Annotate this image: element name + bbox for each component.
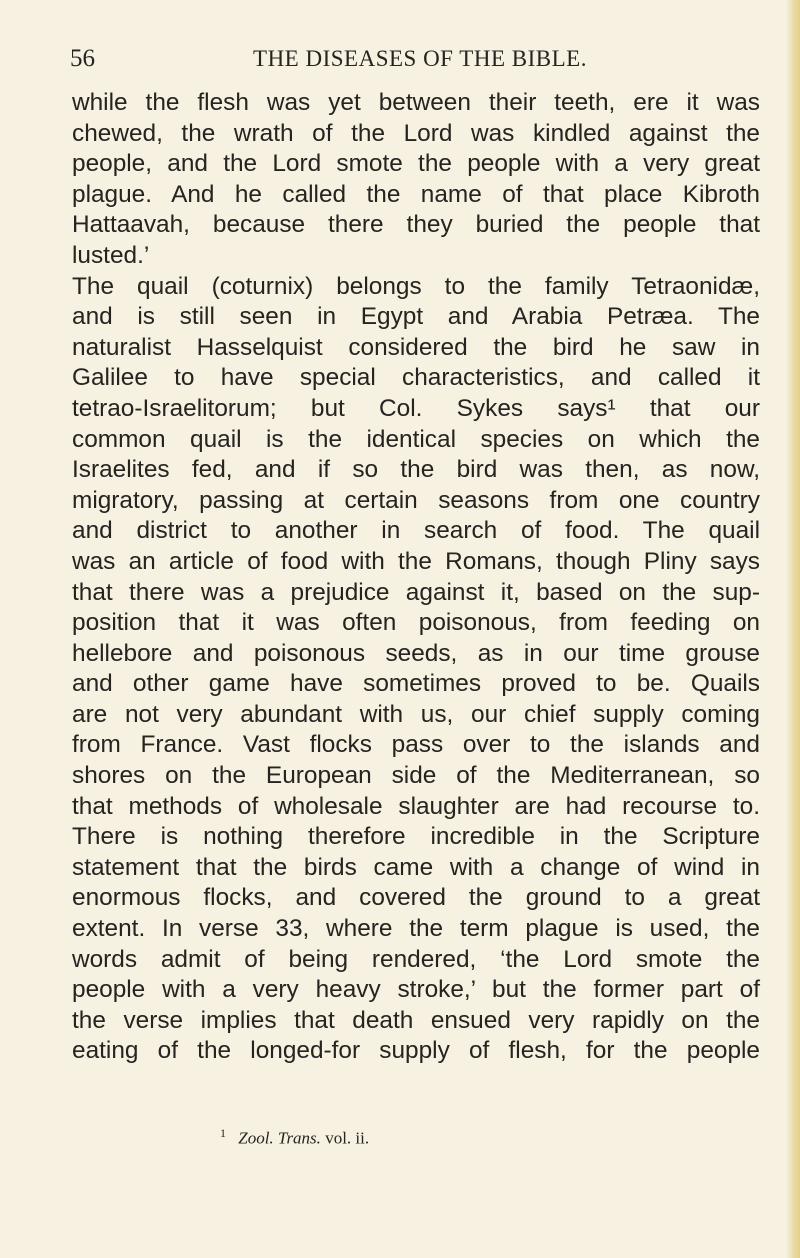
text-line: common quail is the identical species on which the — [72, 425, 760, 453]
text-line: words admit of being rendered, ‘the Lord smote the — [72, 945, 760, 973]
text-line: people, and the Lord smote the people with a very great — [72, 150, 760, 178]
text-line: eating of the longed-for supply of flesh, for the people — [72, 1037, 760, 1065]
body-text — [72, 88, 760, 1067]
text-line: shores on the European side of the Mediterranean, so — [72, 762, 760, 790]
text-line: Hattaavah, because there they buried the people that — [72, 211, 760, 239]
text-line: position that it was often poisonous, from feeding on — [72, 609, 760, 637]
footnote-source: Zool. Trans. — [238, 1128, 321, 1148]
text-line: tetrao-Israelitorum; but Col. Sykes says¹ that our — [72, 394, 760, 422]
text-line: while the flesh was yet between their teeth, ere it was — [72, 89, 760, 116]
text-line: hellebore and poisonous seeds, as in our time grouse — [72, 639, 760, 667]
text-line: enormous flocks, and covered the ground to a great — [72, 884, 760, 912]
text-line: people with a very heavy stroke,’ but the former part of — [72, 976, 760, 1004]
text-line: Israelites fed, and if so the bird was then, as now, — [72, 456, 760, 484]
text-line: are not very abundant with us, our chief supply coming — [72, 700, 760, 728]
text-line: lusted.’ — [72, 241, 150, 269]
text-line: extent. In verse 33, where the term plague is used, the — [72, 915, 760, 943]
footnote — [220, 1122, 369, 1150]
text-line: chewed, the wrath of the Lord was kindled against the — [72, 119, 760, 147]
page-edge — [786, 0, 800, 1258]
footnote-mark: 1 — [220, 1126, 226, 1140]
text-line: and is still seen in Egypt and Arabia Petræa. The — [72, 303, 760, 331]
text-line: that there was a prejudice against it, based on the sup- — [72, 578, 760, 606]
text-line: There is nothing therefore incredible in the Scripture — [72, 823, 760, 851]
text-line: from France. Vast flocks pass over to the islands and — [72, 731, 760, 759]
page-number: 56 — [70, 45, 95, 72]
text-line: plague. And he called the name of that place Kibroth — [72, 180, 760, 208]
text-line: and district to another in search of food. The quail — [72, 517, 760, 545]
text-line: and other game have sometimes proved to be. Quails — [72, 670, 760, 698]
running-head — [70, 44, 750, 74]
footnote-volume: vol. ii. — [325, 1128, 370, 1148]
paragraph-start: The quail (coturnix) belongs to the family Tetraonidæ, — [72, 272, 760, 300]
text-line: migratory, passing at certain seasons from one country — [72, 486, 760, 514]
text-line: naturalist Hasselquist considered the bird he saw in — [72, 333, 760, 361]
text-line: the verse implies that death ensued very rapidly on the — [72, 1006, 760, 1034]
text-line: Galilee to have special characteristics, and called it — [72, 364, 760, 392]
text-line: that methods of wholesale slaughter are had recourse to. — [72, 792, 760, 820]
text-line: statement that the birds came with a change of wind in — [72, 853, 760, 881]
text-line: was an article of food with the Romans, though Pliny says — [72, 547, 760, 575]
book-title: THE DISEASES OF THE BIBLE. — [253, 46, 587, 71]
